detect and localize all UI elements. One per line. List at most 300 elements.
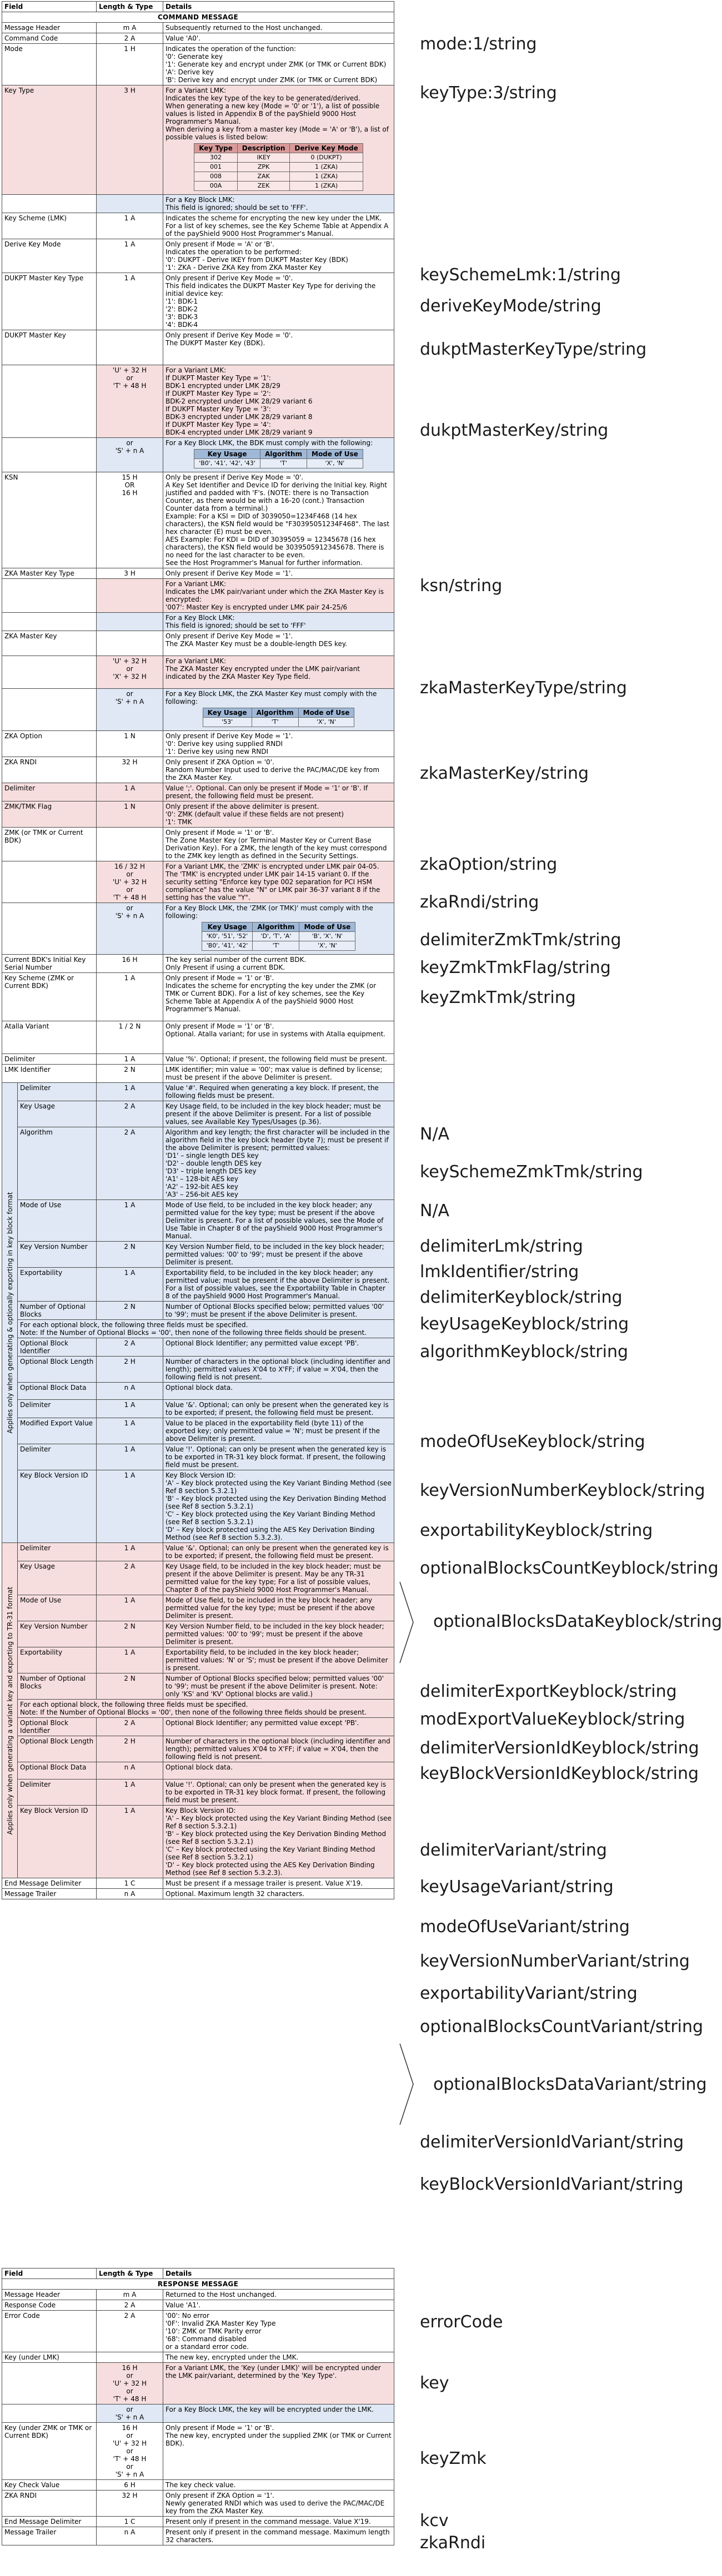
length-type-cell: 1 N xyxy=(97,801,163,828)
table-row xyxy=(2,1543,394,1561)
details-cell: Only present if Mode = 'A' or 'B'. Indicates the operation to be performed: '0': DUKPT - Derive IKEY from DUKPT Master Key (BDK) '1': ZKA - Derive ZKA Key from ZKA Master Key xyxy=(163,239,394,273)
subtable-wrap xyxy=(166,904,392,951)
details-cell: Exportability field, to be included in the key block header; permitted values: 'N' or 'S'; must be present if the above Delimiter is present. xyxy=(163,1647,394,1673)
annotation-tv-delim: delimiterVariant/string xyxy=(420,1841,607,1860)
length-type-cell: 15 H OR 16 H xyxy=(97,472,163,568)
field-cell: Number of Optional Blocks xyxy=(18,1673,97,1700)
length-type-cell xyxy=(97,2352,163,2363)
details-cell: Only present if ZKA Option = '0'. Random Number Input used to derive the PAC/MAC/DE key from the ZKA Master Key. xyxy=(163,757,394,783)
table-row xyxy=(2,2527,394,2545)
field-cell: DUKPT Master Key xyxy=(2,330,97,365)
annotation-kb-delimver: delimiterVersionIdKeyblock/string xyxy=(420,1738,699,1758)
table-row xyxy=(2,330,394,365)
subtable-row xyxy=(194,172,363,182)
details-cell: For a Variant LMK: The ZKA Master Key encrypted under the LMK pair/variant indicated by the ZKA Master Key Type field. xyxy=(163,656,394,689)
subtable-header: Mode of Use xyxy=(299,922,355,932)
field-cell: Message Trailer xyxy=(2,2527,97,2545)
annotation-kb-usage: keyUsageKeyblock/string xyxy=(420,1314,629,1334)
details-cell: '00': No error '0F': Invalid ZKA Master Key Type '10': ZMK or TMK Parity error '68': Command disabled or a standard error code. xyxy=(163,2311,394,2352)
table-row xyxy=(2,2290,394,2300)
details-cell: Indicates the scheme for encrypting the new key under the LMK. For a list of key schemes, see the Key Scheme Table at Appendix A of the payShield 9000 Host Programmer's Manual. xyxy=(163,213,394,239)
subtable-header: Algorithm xyxy=(252,708,298,718)
details-cell xyxy=(163,689,394,731)
subtable-cell: 'X', 'N' xyxy=(307,459,363,468)
length-type-cell: 16 H or 'U' + 32 H or 'T' + 48 H xyxy=(97,2363,163,2404)
table-row xyxy=(2,613,394,631)
field-cell: End Message Delimiter xyxy=(2,1878,97,1889)
subtable-keytype xyxy=(194,143,363,191)
length-type-cell: 2 A xyxy=(97,1101,163,1127)
table-row xyxy=(2,1200,394,1242)
details-cell: Indicates the operation of the function: '0': Generate key '1': Generate key and encrypt under ZMK (or TMK or Current BDK) 'A': Derive key 'B': Derive key and encrypt under ZMK (or TMK or Current BDK) xyxy=(163,44,394,85)
subtable-cell: ZPK xyxy=(237,163,290,172)
length-type-cell: n A xyxy=(97,2527,163,2545)
field-cell-continued xyxy=(2,365,97,438)
side-label-tr31 xyxy=(2,1543,18,1878)
section-row xyxy=(2,12,394,23)
annotation-mode: mode:1/string xyxy=(420,34,537,54)
details-cell xyxy=(163,438,394,472)
table-row xyxy=(2,1268,394,1302)
field-cell: Message Header xyxy=(2,23,97,33)
annotation-zka-option: zkaOption/string xyxy=(420,855,558,874)
details-cell: Key Block Version ID: 'A' – Key block protected using the Key Variant Binding Method (see Ref 8 section 5.3.2.1) 'B' – Key block protected using the Key Derivation Binding Method (see Ref 8 section 5.3.2.1) 'C' – Key block protected using the Key Variant Binding Method (see Ref 8 section 5.3.2.1) 'D' – Key block protected using the AES Key Derivation Binding Method (see Ref 8 section 5.3.2.3). xyxy=(163,1806,394,1878)
details-cell xyxy=(163,85,394,195)
field-cell: Mode xyxy=(2,44,97,85)
annotation-keyscheme-zmk: keySchemeZmkTmk/string xyxy=(420,1162,643,1182)
field-cell: Current BDK's Initial Key Serial Number xyxy=(2,955,97,973)
table-row xyxy=(2,1400,394,1418)
length-type-cell: 1 A xyxy=(97,1268,163,1302)
note-cell: For each optional block, the following three fields must be specified. Note: If the Number of Optional Blocks = '00', then none of the following three fields should be present. xyxy=(18,1700,394,1718)
annotation-tv-mode: modeOfUseVariant/string xyxy=(420,1917,630,1937)
field-cell: Key Usage xyxy=(18,1561,97,1595)
field-cell-continued xyxy=(2,903,97,955)
table-row xyxy=(2,1338,394,1357)
length-type-cell: 2 A xyxy=(97,1127,163,1200)
details-cell: Only present if Derive Key Mode = '1'. xyxy=(163,568,394,579)
subtable-header: Mode of Use xyxy=(307,450,363,459)
field-cell: Algorithm xyxy=(18,1127,97,1200)
length-type-cell: 1 A xyxy=(97,783,163,801)
field-cell-continued xyxy=(2,438,97,472)
length-type-cell xyxy=(97,579,163,613)
field-cell: Optional Block Data xyxy=(18,1762,97,1779)
field-cell-continued xyxy=(2,613,97,631)
length-type-cell: or 'S' + n A xyxy=(97,2404,163,2423)
subtable-header: Key Usage xyxy=(194,450,260,459)
command-message-table xyxy=(2,1,394,1899)
annotation-zka-rndi-resp: zkaRndi xyxy=(420,2533,486,2553)
table-row xyxy=(2,1878,394,1889)
field-cell: Exportability xyxy=(18,1268,97,1302)
field-cell: Command Code xyxy=(2,33,97,44)
field-cell: Delimiter xyxy=(18,1400,97,1418)
table-row xyxy=(2,1083,394,1101)
details-cell: Number of characters in the optional block (including identifier and length); permitted values X'04 to X'FF; if value = X'04, then the following field is not present. xyxy=(163,1357,394,1383)
length-type-header: Length & Type xyxy=(97,2269,163,2279)
annotation-keyscheme: keySchemeLmk:1/string xyxy=(420,265,621,285)
length-type-cell: 16 H xyxy=(97,955,163,973)
subtable-cell: 302 xyxy=(194,153,238,163)
details-cell: Key Usage field, to be included in the key block header; must be present if the above Delimiter is present. For a list of possible values, see Available Key Types/Usages (p.36). xyxy=(163,1101,394,1127)
field-cell: Key Version Number xyxy=(18,1621,97,1647)
table-header-row xyxy=(2,2,394,12)
table-row xyxy=(2,1054,394,1065)
length-type-cell: 1 A xyxy=(97,1418,163,1444)
details-header: Details xyxy=(163,2269,394,2279)
field-cell-continued xyxy=(2,656,97,689)
table-row xyxy=(2,195,394,213)
table-row xyxy=(2,1889,394,1899)
annotation-tv-verid: keyBlockVersionIdVariant/string xyxy=(420,2175,684,2194)
details-cell: For a Variant LMK: Indicates the LMK pair/variant under which the ZKA Master Key is encrypted: '007': Master Key is encrypted under LMK pair 24-25/6 xyxy=(163,579,394,613)
field-cell: Key Version Number xyxy=(18,1242,97,1268)
field-cell: KSN xyxy=(2,472,97,568)
annotation-kb-exp: exportabilityKeyblock/string xyxy=(420,1521,653,1540)
command-section-title: COMMAND MESSAGE xyxy=(2,12,394,23)
table-row xyxy=(2,861,394,903)
details-cell: Only present if Derive Key Mode = '1'. '0': Derive key using supplied RNDI '1': Derive key using new RNDI xyxy=(163,731,394,757)
table-row xyxy=(2,1320,394,1338)
annotation-keytype: keyType:3/string xyxy=(420,83,557,103)
subtable-zmk xyxy=(202,922,356,951)
details-cell: Value ';'. Optional. Can only be present if Mode = '1' or 'B'. If present, the following field must be present. xyxy=(163,783,394,801)
field-cell: Key Type xyxy=(2,85,97,195)
subtable-row xyxy=(194,459,363,468)
table-row xyxy=(2,1101,394,1127)
table-row xyxy=(2,973,394,1021)
details-header: Details xyxy=(163,2,394,12)
details-cell: Value '&'. Optional; can only be present when the generated key is to be exported; if present, the following field must be present. xyxy=(163,1543,394,1561)
annotation-dukpt-key: dukptMasterKey/string xyxy=(420,421,609,440)
field-cell: Key (under ZMK or TMK or Current BDK) xyxy=(2,2423,97,2480)
details-cell: Value '!'. Optional; can only be present when the generated key is to be exported in TR-31 key block format. If present, the following field must be present. xyxy=(163,1779,394,1806)
table-row xyxy=(2,438,394,472)
details-cell: Optional block data. xyxy=(163,1383,394,1400)
field-cell: Delimiter xyxy=(18,1543,97,1561)
field-cell: Response Code xyxy=(2,2300,97,2311)
length-type-cell: 1 C xyxy=(97,2517,163,2527)
length-type-cell: m A xyxy=(97,2290,163,2300)
table-row xyxy=(2,955,394,973)
details-cell: Value 'A0'. xyxy=(163,33,394,44)
annotation-key: key xyxy=(420,2373,449,2393)
length-type-cell: 1 A xyxy=(97,1470,163,1543)
table-row xyxy=(2,239,394,273)
field-cell: Delimiter xyxy=(18,1779,97,1806)
field-cell-continued xyxy=(2,861,97,903)
table-row xyxy=(2,656,394,689)
table-row xyxy=(2,1718,394,1736)
details-cell: Number of Optional Blocks specified below; permitted values '00' to '99'; must be present if the above Delimiter is present. Note: only 'KS' and 'KV' Optional blocks are valid.) xyxy=(163,1673,394,1700)
table-row xyxy=(2,1762,394,1779)
subtable-bdk xyxy=(194,449,363,468)
table-row xyxy=(2,1561,394,1595)
details-cell: Key Usage field, to be included in the key block header; must be present if the above Delimiter is present. May be any TR-31 permitted value for the key type; For a list of possible values, Chapter 8 of the payShield 9000 Host Programmer's Manual. xyxy=(163,1561,394,1595)
length-type-cell: 2 H xyxy=(97,1736,163,1762)
table-row xyxy=(2,689,394,731)
field-cell-continued xyxy=(2,579,97,613)
table-row xyxy=(2,273,394,330)
table-row xyxy=(2,1806,394,1878)
details-cell: The key serial number of the current BDK. Only Present if using a current BDK. xyxy=(163,955,394,973)
field-cell: DUKPT Master Key Type xyxy=(2,273,97,330)
subtable-row xyxy=(194,163,363,172)
annotation-zka-key: zkaMasterKey/string xyxy=(420,764,589,783)
table-row xyxy=(2,85,394,195)
details-cell: For a Key Block LMK, the key will be encrypted under the LMK. xyxy=(163,2404,394,2423)
table-row xyxy=(2,801,394,828)
annotation-tv-delimver: delimiterVersionIdVariant/string xyxy=(420,2133,684,2152)
details-cell: Optional Block Identifier; any permitted value except 'PB'. xyxy=(163,1718,394,1736)
subtable-cell: 'B0', '41', '42' xyxy=(202,941,253,951)
table-row xyxy=(2,579,394,613)
details-cell: Only present if Mode = '1' or 'B'. Indicates the scheme for encrypting the key under the ZMK (or TMK or Current BDK). For a list of key schemes, see the Key Scheme Table at Appendix A of the payShield 9000 Host Programmer's Manual. xyxy=(163,973,394,1021)
details-cell: Number of Optional Blocks specified below; permitted values '00' to '99'; must be present if the above Delimiter is present. xyxy=(163,1302,394,1320)
field-cell: LMK Identifier xyxy=(2,1065,97,1083)
field-cell-continued xyxy=(2,195,97,213)
subtable-cell: 'T' xyxy=(253,941,299,951)
details-cell: Value '%'. Optional; if present, the following field must be present. xyxy=(163,1054,394,1065)
field-cell: ZKA RNDI xyxy=(2,2491,97,2517)
length-type-cell: n A xyxy=(97,1762,163,1779)
field-cell: ZKA RNDI xyxy=(2,757,97,783)
details-cell: Only present if Mode = '1' or 'B'. The Zone Master Key (or Terminal Master Key or Current Base Derivation Key). For a ZMK, the length of the key must correspond to the ZMK key length as defined in the Security Settings. xyxy=(163,828,394,861)
subtable-header: Key Type xyxy=(194,144,238,153)
table-row xyxy=(2,757,394,783)
length-type-cell: 2 N xyxy=(97,1242,163,1268)
table-row xyxy=(2,1444,394,1470)
brace-icon xyxy=(399,1581,415,1664)
brace-icon xyxy=(399,2043,415,2126)
length-type-cell: or 'S' + n A xyxy=(97,689,163,731)
field-cell: Key Usage xyxy=(18,1101,97,1127)
subtable-row xyxy=(203,718,354,727)
length-type-cell: 1 A xyxy=(97,1444,163,1470)
subtable-header: Derive Key Mode xyxy=(290,144,363,153)
field-cell: ZKA Master Key xyxy=(2,631,97,656)
details-cell: Value '&'. Optional; can only be present when the generated key is to be exported; if present, the following field must be present. xyxy=(163,1400,394,1418)
subtable-wrap xyxy=(166,439,392,468)
table-row xyxy=(2,903,394,955)
details-cell: For a Variant LMK, the 'Key (under LMK)' will be encrypted under the LMK pair/variant, determined by the 'Key Type'. xyxy=(163,2363,394,2404)
field-cell: Delimiter xyxy=(18,1444,97,1470)
side-label-text: Applies only when generating & optionally exporting in key block format xyxy=(6,1192,14,1434)
length-type-cell: 1 A xyxy=(97,239,163,273)
length-type-cell: 'U' + 32 H or 'T' + 48 H xyxy=(97,365,163,438)
length-type-cell: 1 A xyxy=(97,213,163,239)
field-cell: Message Trailer xyxy=(2,1889,97,1899)
response-message-table xyxy=(2,2268,394,2545)
table-row xyxy=(2,1383,394,1400)
details-cell: LMK identifier; min value = '00'; max value is defined by license; must be present if the above Delimiter is present. xyxy=(163,1065,394,1083)
details-cell: The new key, encrypted under the LMK. xyxy=(163,2352,394,2363)
table-row xyxy=(2,23,394,33)
subtable-header: Algorithm xyxy=(260,450,307,459)
field-cell: Mode of Use xyxy=(18,1200,97,1242)
subtable-header: Key Usage xyxy=(202,922,253,932)
subtable-cell: 00A xyxy=(194,182,238,191)
table-row xyxy=(2,33,394,44)
field-cell: ZMK/TMK Flag xyxy=(2,801,97,828)
annotation-dukpt-type: dukptMasterKeyType/string xyxy=(420,340,647,359)
details-cell: Algorithm and key length; the first character will be included in the algorithm field in the key block header (byte 7); must be present if the above Delimiter is present; permitted values: 'D1' – single length DES key 'D2' – double length DES key 'D3' – triple length DES key 'A1' – 128-bit AES key 'A2' – 192-bit AES key 'A3' – 256-bit AES key xyxy=(163,1127,394,1200)
table-row xyxy=(2,472,394,568)
annotation-tv-exp: exportabilityVariant/string xyxy=(420,1984,638,2003)
table-row xyxy=(2,1302,394,1320)
field-cell: ZMK (or TMK or Current BDK) xyxy=(2,828,97,861)
annotation-kb-delimexp: delimiterExportKeyblock/string xyxy=(420,1682,677,1701)
length-type-cell: 1 H xyxy=(97,44,163,85)
details-cell: Mode of Use field, to be included in the key block header; any permitted value for the key type; must be present if the above Delimiter is present. xyxy=(163,1595,394,1621)
table-row xyxy=(2,2300,394,2311)
field-cell: Key (under LMK) xyxy=(2,2352,97,2363)
table-row xyxy=(2,1779,394,1806)
field-cell: Delimiter xyxy=(2,1054,97,1065)
subtable-row xyxy=(194,182,363,191)
field-cell: Key Check Value xyxy=(2,2480,97,2491)
table-row xyxy=(2,2491,394,2517)
field-cell: Optional Block Identifier xyxy=(18,1338,97,1357)
table-row xyxy=(2,2517,394,2527)
details-cell: Optional. Maximum length 32 characters. xyxy=(163,1889,394,1899)
subtable-cell: 'T' xyxy=(252,718,298,727)
subtable-cell: '53' xyxy=(203,718,252,727)
field-cell: Optional Block Data xyxy=(18,1383,97,1400)
length-type-header: Length & Type xyxy=(97,2,163,12)
length-type-cell: 1 A xyxy=(97,1400,163,1418)
field-cell: Error Code xyxy=(2,2311,97,2352)
field-cell: ZKA Master Key Type xyxy=(2,568,97,579)
subtable-header: Mode of Use xyxy=(298,708,354,718)
table-row xyxy=(2,2423,394,2480)
response-section-title: RESPONSE MESSAGE xyxy=(2,2279,394,2290)
annotation-na-1: N/A xyxy=(420,1125,450,1144)
length-type-cell: 32 H xyxy=(97,757,163,783)
length-type-cell: 1 A xyxy=(97,1543,163,1561)
length-type-cell: 1 N xyxy=(97,731,163,757)
subtable-row xyxy=(202,932,355,941)
annotation-tv-usage: keyUsageVariant/string xyxy=(420,1877,614,1897)
annotation-kb-algo: algorithmKeyblock/string xyxy=(420,1342,628,1362)
table-row xyxy=(2,1418,394,1444)
details-cell: Only present if Derive Key Mode = '0'. This field indicates the DUKPT Master Key Type for deriving the initial device key: '1': BDK-1 '2': BDK-2 '3': BDK-3 '4': BDK-4 xyxy=(163,273,394,330)
annotation-tv-optcount: optionalBlocksCountVariant/string xyxy=(420,2017,704,2036)
length-type-cell: 3 H xyxy=(97,568,163,579)
field-cell: ZKA Option xyxy=(2,731,97,757)
details-cell: Optional block data. xyxy=(163,1762,394,1779)
field-cell: Modified Export Value xyxy=(18,1418,97,1444)
details-cell: Only present if Derive Key Mode = '1'. The ZKA Master Key must be a double-length DES key. xyxy=(163,631,394,656)
field-cell: Exportability xyxy=(18,1647,97,1673)
subtable-cell: IKEY xyxy=(237,153,290,163)
field-cell: Optional Block Length xyxy=(18,1736,97,1762)
subtable-wrap xyxy=(166,87,392,191)
table-row xyxy=(2,2404,394,2423)
length-type-cell: 'U' + 32 H or 'X' + 32 H xyxy=(97,656,163,689)
length-type-cell: 1 A xyxy=(97,1083,163,1101)
table-row xyxy=(2,2363,394,2404)
table-row xyxy=(2,1021,394,1054)
subtable-header: Algorithm xyxy=(253,922,299,932)
details-cell: Key Version Number field, to be included in the key block header; permitted values: '00' to '99'; must be present if the above Delimiter is present. xyxy=(163,1621,394,1647)
details-cell: Subsequently returned to the Host unchanged. xyxy=(163,23,394,33)
details-cell: For a Key Block LMK: This field is ignored; should be set to 'FFF'. xyxy=(163,195,394,213)
subtable-cell: 'B', 'X', 'N' xyxy=(299,932,355,941)
details-cell: Key Block Version ID: 'A' – Key block protected using the Key Variant Binding Method (see Ref 8 section 5.3.2.1) 'B' – Key block protected using the Key Derivation Binding Method (see Ref 8 section 5.3.2.1) 'C' – Key block protected using the Key Variant Binding Method (see Ref 8 section 5.3.2.1) 'D' – Key block protected using the AES Key Derivation Binding Method (see Ref 8 section 5.3.2.3). xyxy=(163,1470,394,1543)
details-cell xyxy=(163,903,394,955)
subtable-cell: 1 (ZKA) xyxy=(290,182,363,191)
details-cell: Exportability field, to be included in the key block header; any permitted value; must be present if the above Delimiter is present. For a list of possible values, see the Exportability Table in Chapter 8 of the payShield 9000 Host Programmer's Manual. xyxy=(163,1268,394,1302)
table-row xyxy=(2,631,394,656)
length-type-cell: 1 A xyxy=(97,1200,163,1242)
length-type-cell: or 'S' + n A xyxy=(97,438,163,472)
subtable-zka xyxy=(203,708,355,727)
annotation-tv-kvn: keyVersionNumberVariant/string xyxy=(420,1952,690,1971)
length-type-cell: 2 N xyxy=(97,1673,163,1700)
details-cell: Only present if the above delimiter is present. '0': ZMK (default value if these fields are not present) '1': TMK xyxy=(163,801,394,828)
table-row xyxy=(2,1647,394,1673)
details-cell: Value '#'. Required when generating a key block. If present, the following fields must be present. xyxy=(163,1083,394,1101)
length-type-cell: m A xyxy=(97,23,163,33)
subtable-cell: 'K0', '51', '52' xyxy=(202,932,253,941)
length-type-cell: 2 A xyxy=(97,1561,163,1595)
length-type-cell: 32 H xyxy=(97,2491,163,2517)
details-cell: Number of characters in the optional block (including identifier and length); permitted values X'04 to X'FF; if value = X'04, then the following field is not present. xyxy=(163,1736,394,1762)
annotation-tv-optdata: optionalBlocksDataVariant/string xyxy=(433,2075,707,2094)
field-cell: Key Block Version ID xyxy=(18,1806,97,1878)
details-cell: For a Variant LMK, the 'ZMK' is encrypted under LMK pair 04-05. The 'TMK' is encrypted under LMK pair 14-15 variant 0. If the security setting "Enforce key type 002 separation for PCI HSM compliance" has the value "N" or LMK pair 36-37 variant 8 if the setting has the value "Y". xyxy=(163,861,394,903)
length-type-cell: or 'S' + n A xyxy=(97,903,163,955)
annotation-lmk-id: lmkIdentifier/string xyxy=(420,1262,579,1282)
subtable-wrap xyxy=(166,690,392,727)
length-type-cell xyxy=(97,330,163,365)
length-type-cell: 2 A xyxy=(97,1718,163,1736)
length-type-cell: 2 A xyxy=(97,1338,163,1357)
subtable-header: Key Usage xyxy=(203,708,252,718)
table-header-row xyxy=(2,2269,394,2279)
table-row xyxy=(2,1357,394,1383)
side-label-keyblock xyxy=(2,1083,18,1543)
subtable-cell: 001 xyxy=(194,163,238,172)
length-type-cell: 1 C xyxy=(97,1878,163,1889)
length-type-cell: 1 / 2 N xyxy=(97,1021,163,1054)
annotation-derive: deriveKeyMode/string xyxy=(420,296,601,316)
annotation-kb-kvn: keyVersionNumberKeyblock/string xyxy=(420,1481,705,1500)
length-type-cell: 2 H xyxy=(97,1357,163,1383)
field-cell: Mode of Use xyxy=(18,1595,97,1621)
length-type-cell: 1 A xyxy=(97,273,163,330)
subtable-cell: ZAK xyxy=(237,172,290,182)
field-header: Field xyxy=(2,2269,97,2279)
table-row xyxy=(2,1065,394,1083)
subtable-row xyxy=(202,941,355,951)
details-cell: Only be present if Derive Key Mode = '0'. A Key Set Identifier and Device ID for deriving the Initial key. Right justified and padded with 'F's. (NOTE: there is no Transaction Counter, as there would be with a 16-20 (cont.) Transaction Counter data from a terminal.) Example: For a KSI = DID of 3039050=1234F468 (14 hex characters), the KSN field would be "F30395051234F468". The last hex character (E) must be even. AES Example: For KDI = DID of 30395059 = 12345678 (16 hex characters), the KSN field would be 3039505912345678. There is no need for the last character to be even. See the Host Programmer's Manual for further information. xyxy=(163,472,394,568)
subtable-header: Description xyxy=(237,144,290,153)
annotation-kb-delim: delimiterKeyblock/string xyxy=(420,1288,623,1307)
length-type-cell: 2 A xyxy=(97,2300,163,2311)
field-cell: Key Scheme (ZMK or Current BDK) xyxy=(2,973,97,1021)
details-cell: Returned to the Host unchanged. xyxy=(163,2290,394,2300)
subtable-cell: 'B0', '41', '42', '43' xyxy=(194,459,260,468)
subtable-cell: 'T' xyxy=(260,459,307,468)
details-cell: Mode of Use field, to be included in the key block header; any permitted value for the key type; must be present if the above Delimiter is present. For a list of possible values, see the Mode of Use Table in Chapter 8 of the payShield 9000 Host Programmer's Manual. xyxy=(163,1200,394,1242)
field-cell: Optional Block Identifier xyxy=(18,1718,97,1736)
length-type-cell: 6 H xyxy=(97,2480,163,2491)
length-type-cell xyxy=(97,631,163,656)
length-type-cell xyxy=(97,828,163,861)
